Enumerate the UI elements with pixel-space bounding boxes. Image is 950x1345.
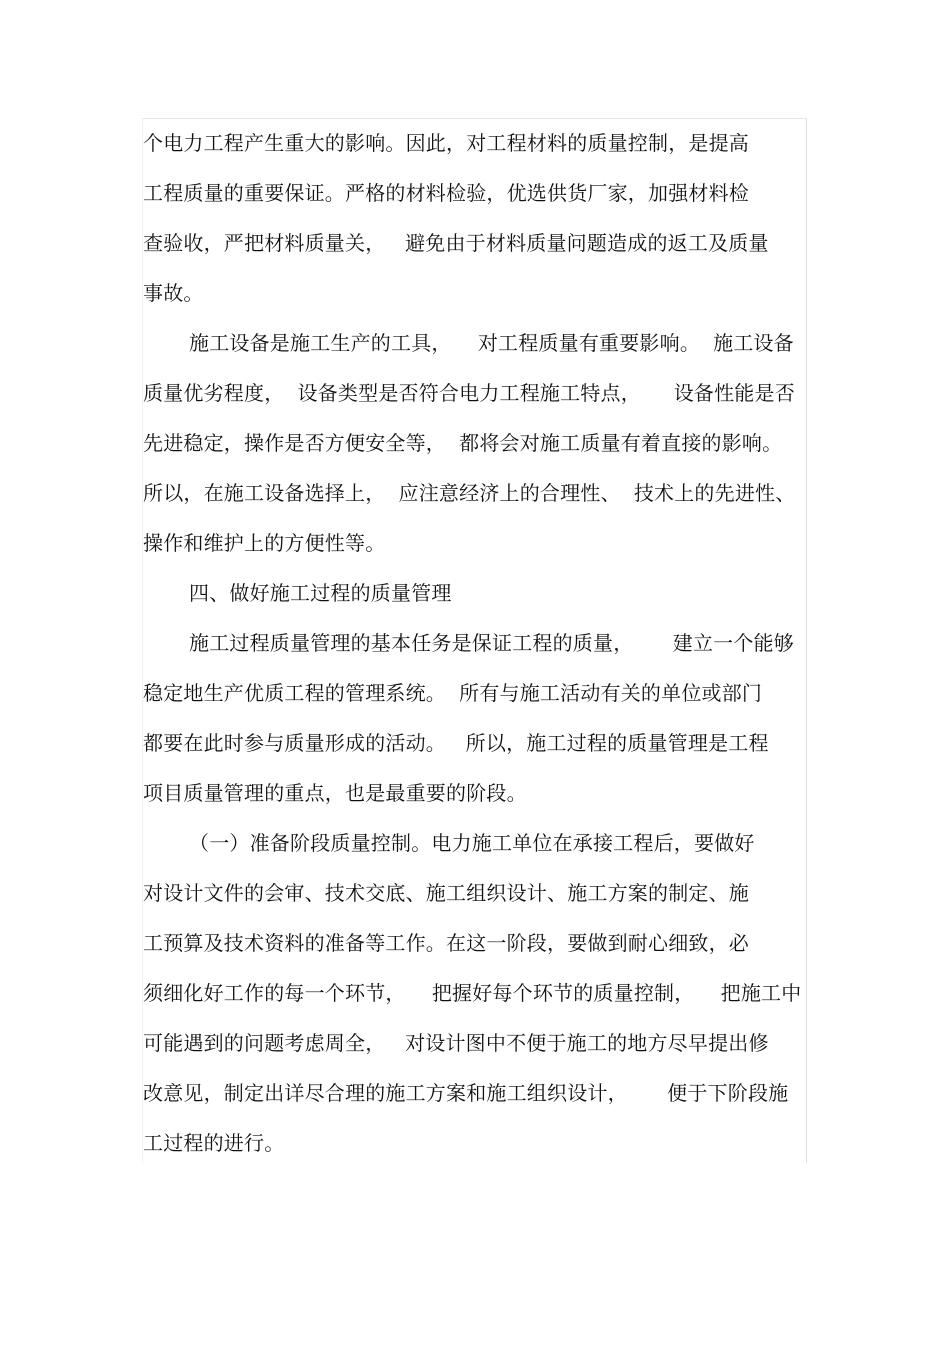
text-line-9: 操作和维护上的方便性等。	[143, 531, 386, 555]
text-line-21: 工过程的进行。	[143, 1131, 285, 1155]
text-line-12: 稳定地生产优质工程的管理系统。 所有与施工活动有关的单位或部门	[143, 681, 763, 705]
text-line-5: 施工设备是施工生产的工具， 对工程质量有重要影响。 施工设备	[189, 331, 794, 355]
text-line-4: 事故。	[143, 281, 204, 305]
text-line-7: 先进稳定，操作是否方便安全等， 都将会对施工质量有着直接的影响。	[143, 431, 783, 455]
text-line-8: 所以，在施工设备选择上， 应注意经济上的合理性、 技术上的先进性、	[143, 481, 796, 505]
document-body	[143, 118, 805, 1168]
text-line-14: 项目质量管理的重点，也是最重要的阶段。	[143, 781, 527, 805]
text-line-2: 工程质量的重要保证。严格的材料检验，优选供货厂家，加强材料检	[143, 181, 749, 205]
text-line-3: 查验收，严把材料质量关， 避免由于材料质量问题造成的返工及质量	[143, 231, 769, 255]
text-line-18: 须细化好工作的每一个环节， 把握好每个环节的质量控制， 把施工中	[143, 981, 802, 1005]
text-line-1: 个电力工程产生重大的影响。因此，对工程材料的质量控制，是提高	[143, 131, 749, 155]
section-heading: 四、做好施工过程的质量管理	[189, 581, 452, 605]
text-line-16: 对设计文件的会审、技术交底、施工组织设计、施工方案的制定、施	[143, 881, 749, 905]
text-line-19: 可能遇到的问题考虑周全， 对设计图中不便于施工的地方尽早提出修	[143, 1031, 769, 1055]
text-line-13: 都要在此时参与质量形成的活动。 所以，施工过程的质量管理是工程	[143, 731, 769, 755]
text-line-11: 施工过程质量管理的基本任务是保证工程的质量， 建立一个能够	[189, 631, 794, 655]
subsection-line: （一）准备阶段质量控制。电力施工单位在承接工程后，要做好	[189, 831, 755, 855]
text-line-20: 改意见，制定出详尽合理的施工方案和施工组织设计， 便于下阶段施	[143, 1081, 789, 1105]
text-line-17: 工预算及技术资料的准备等工作。在这一阶段，要做到耐心细致，必	[143, 931, 749, 955]
text-line-6: 质量优劣程度， 设备类型是否符合电力工程施工特点， 设备性能是否	[143, 381, 795, 405]
